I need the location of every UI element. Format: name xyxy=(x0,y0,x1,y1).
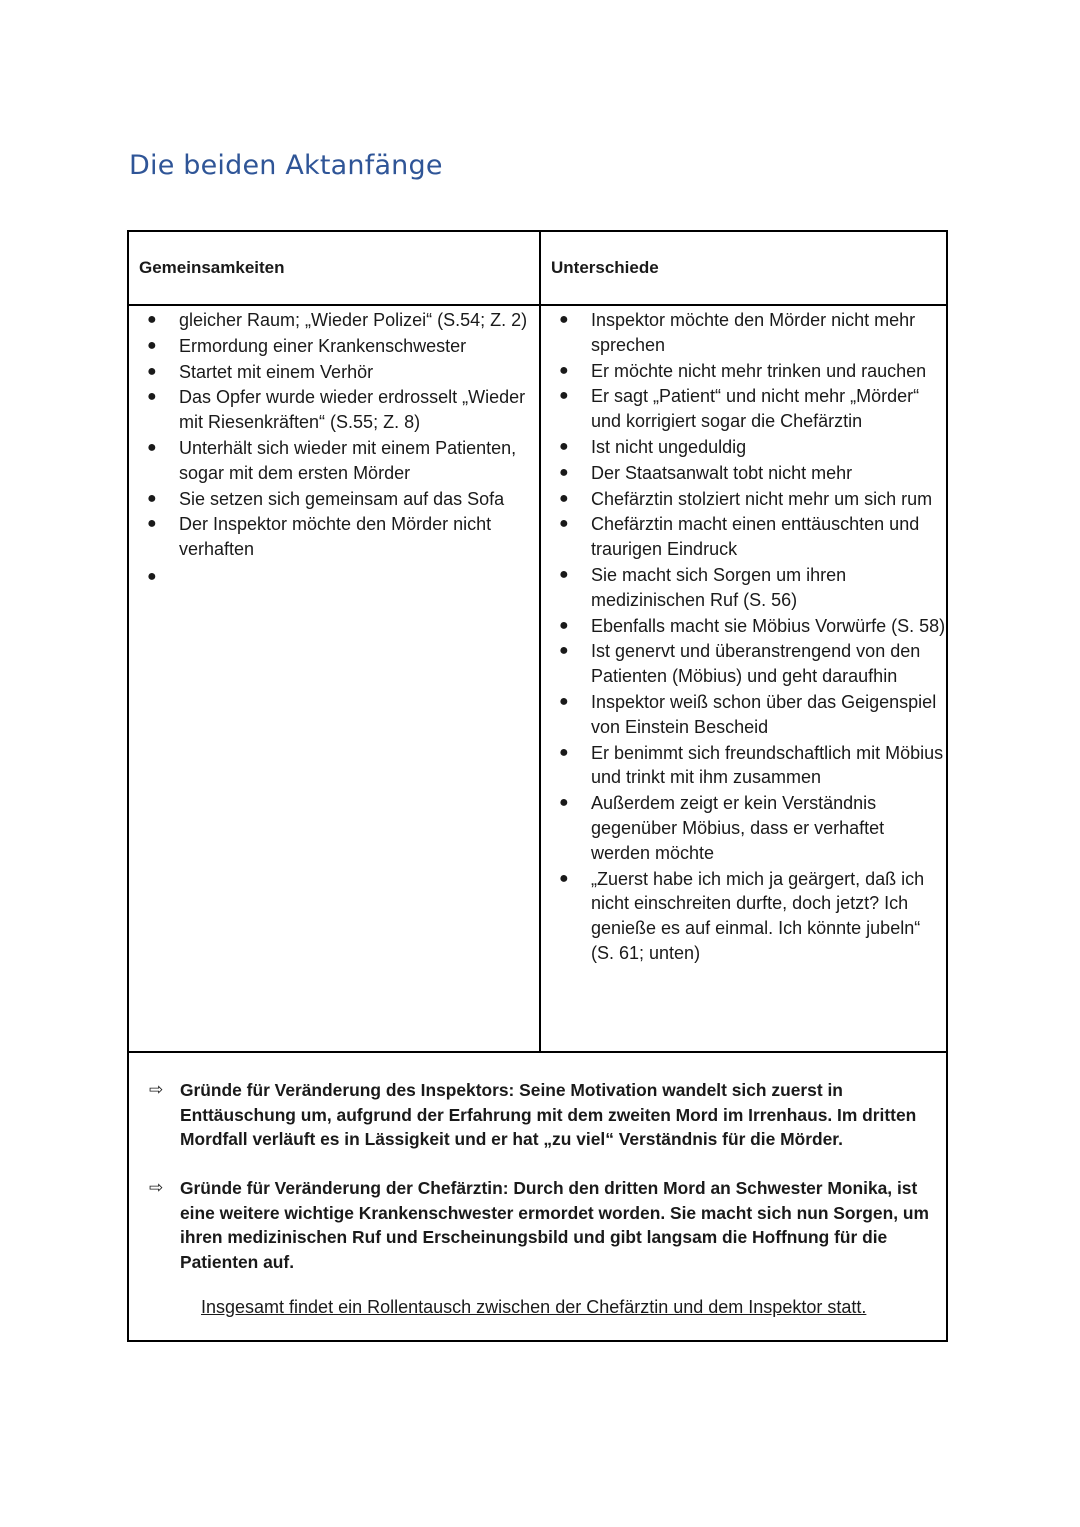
list-item: ● Ist nicht ungeduldig xyxy=(551,435,946,460)
list-item: ● Startet mit einem Verhör xyxy=(139,360,534,385)
reason-chefaerztin xyxy=(149,1176,929,1274)
bullet-icon: ● xyxy=(147,438,157,456)
list-item: ● „Zuerst habe ich mich ja geärgert, daß ich nicht einschreiten durfte, doch jetzt? Ich genieße es auf einmal. Ich könnte jubeln“ (S. 61; unten) xyxy=(559,868,925,963)
gemeinsamkeiten-list xyxy=(139,308,534,591)
arrow-right-icon: ⇨ xyxy=(149,1178,164,1197)
bullet-icon: ● xyxy=(559,794,569,812)
bullet-icon: ● xyxy=(559,311,569,328)
column-divider xyxy=(539,232,541,1052)
list-item: ● Er sagt „Patient“ und nicht mehr „Mörder“ und korrigiert sogar die Chefärztin xyxy=(559,386,920,432)
arrow-right-icon: ⇨ xyxy=(149,1080,164,1099)
bullet-icon: ● xyxy=(559,489,569,507)
list-item: ● Inspektor möchte den Mörder nicht mehr sprechen xyxy=(559,310,916,355)
header-gemeinsamkeiten: Gemeinsamkeiten xyxy=(139,258,285,277)
bullet-icon: ● xyxy=(559,692,569,710)
list-item-empty xyxy=(139,565,534,590)
bullet-icon: ● xyxy=(147,515,157,533)
list-item: ● Inspektor weiß schon über das Geigenspiel von Einstein Bescheid xyxy=(559,691,937,737)
summary-line: Insgesamt findet ein Rollentausch zwischen der Chefärztin und dem Inspektor statt. xyxy=(201,1297,867,1317)
list-item: ● Unterhält sich wieder mit einem Patienten, sogar mit dem ersten Mörder xyxy=(147,437,517,483)
list-item: ● Ebenfalls macht sie Möbius Vorwürfe (S. 58) xyxy=(551,614,946,639)
list-item: ● Außerdem zeigt er kein Verständnis gegenüber Möbius, dass er verhaftet werden möchte xyxy=(559,793,885,863)
list-item: ● Ermordung einer Krankenschwester xyxy=(139,334,534,359)
bullet-icon: ● xyxy=(559,616,569,634)
list-item: ● Der Inspektor möchte den Mörder nicht verhaften xyxy=(147,514,492,560)
bullet-icon: ● xyxy=(559,387,569,405)
list-item: ● Das Opfer wurde wieder erdrosselt „Wieder mit Riesenkräften“ (S.55; Z. 8) xyxy=(147,387,526,433)
bullet-icon: ● xyxy=(559,437,569,455)
list-item: ● Er benimmt sich freundschaftlich mit Möbius und trinkt mit ihm zusammen xyxy=(559,742,944,788)
bullet-icon: ● xyxy=(559,869,569,887)
header-unterschiede: Unterschiede xyxy=(551,258,659,277)
bullet-icon: ● xyxy=(559,515,569,533)
bullet-icon: ● xyxy=(559,642,569,660)
list-item: ● Er möchte nicht mehr trinken und rauchen xyxy=(551,359,946,384)
bullet-icon: ● xyxy=(147,311,157,328)
list-item: ● Sie setzen sich gemeinsam auf das Sofa xyxy=(139,487,534,512)
bullet-icon: ● xyxy=(147,336,157,354)
list-item: ● Ist genervt und überanstrengend von den Patienten (Möbius) und geht daraufhin xyxy=(559,641,921,687)
bullet-icon: ● xyxy=(147,567,157,585)
bottom-section-divider xyxy=(129,1051,946,1053)
comparison-table xyxy=(127,230,948,1342)
bullet-icon: ● xyxy=(559,361,569,379)
unterschiede-list xyxy=(551,308,946,967)
bullet-icon: ● xyxy=(559,463,569,481)
list-item: ● Chefärztin stolziert nicht mehr um sich rum xyxy=(551,487,946,512)
bullet-icon: ● xyxy=(559,743,569,761)
list-item: ● Sie macht sich Sorgen um ihren medizinischen Ruf (S. 56) xyxy=(559,564,847,610)
list-item: ● Der Staatsanwalt tobt nicht mehr xyxy=(551,461,946,486)
bullet-icon: ● xyxy=(147,489,157,507)
reason-inspektor xyxy=(149,1078,929,1152)
list-item: ● Chefärztin macht einen enttäuschten und traurigen Eindruck xyxy=(559,514,920,560)
reason-text: Gründe für Veränderung der Chefärztin: Durch den dritten Mord an Schwester Monika, ist eine weitere wichtige Krankenschwester ermordet worden. Sie macht sich nun Sorgen, um ihren medizinischen Ruf und Erscheinungsbild und gibt langsam die Hoffnung für die Patienten auf. xyxy=(180,1178,929,1272)
bullet-icon: ● xyxy=(559,565,569,583)
reason-text: Gründe für Veränderung des Inspektors: Seine Motivation wandelt sich zuerst in Enttäuschung um, aufgrund der Erfahrung mit dem zweiten Mord im Irrenhaus. Im dritten Mordfall verläuft es in Lässigkeit und er hat „zu viel“ Verständnis für die Mörder. xyxy=(180,1080,917,1149)
bullet-icon: ● xyxy=(147,388,157,406)
bullet-icon: ● xyxy=(147,362,157,380)
header-divider xyxy=(129,304,946,306)
list-item: ● gleicher Raum; „Wieder Polizei“ (S.54; Z. 2) xyxy=(139,308,534,333)
page-title: Die beiden Aktanfänge xyxy=(129,150,443,181)
